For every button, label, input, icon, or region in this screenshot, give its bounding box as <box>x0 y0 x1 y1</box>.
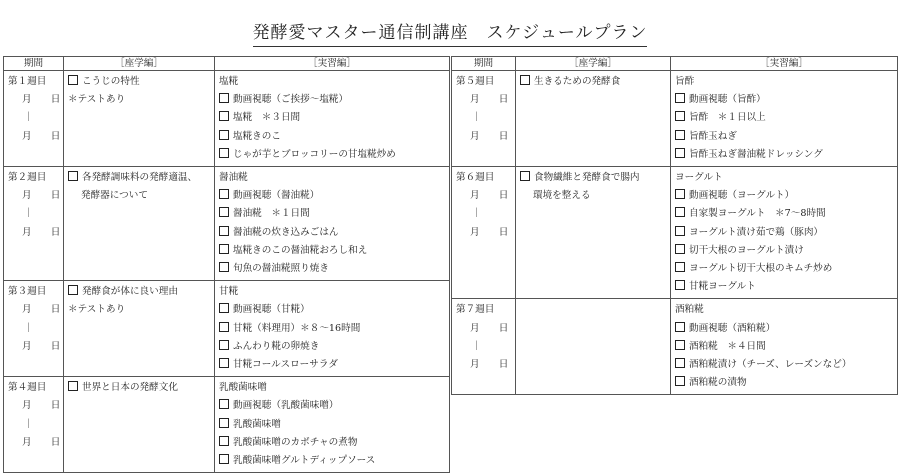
practice-cell <box>215 167 450 281</box>
practice-text: 甘糀ヨーグルト <box>689 281 756 293</box>
practice-item <box>219 169 446 187</box>
practice-text: 乳酸菌味噌のカボチャの煮物 <box>233 436 358 448</box>
date-end: 月 日 <box>470 130 509 142</box>
practice-text: 旬魚の醤油糀照り焼き <box>233 263 329 275</box>
checkbox[interactable] <box>675 376 685 386</box>
practice-text: 乳酸菌味噌グルトディップソース <box>233 455 376 467</box>
week-period <box>4 377 64 473</box>
practice-text: 動画視聴（甘糀） <box>233 304 310 316</box>
checkbox[interactable] <box>675 244 685 254</box>
date-start: 月 日 <box>22 400 61 412</box>
practice-text: 動画視聴（乳酸菌味噌） <box>233 400 339 412</box>
practice-text: 自家製ヨーグルト ＊7〜8時間 <box>689 208 826 220</box>
practice-item <box>675 146 894 164</box>
week-label: 第４週目 <box>8 382 47 394</box>
week-label: 第３週目 <box>8 286 47 298</box>
checkbox[interactable] <box>520 75 530 85</box>
theory-text: こうじの特性 <box>82 76 140 87</box>
practice-item <box>219 128 446 146</box>
checkbox[interactable] <box>675 111 685 121</box>
practice-item <box>219 224 446 242</box>
date-separator: ｜ <box>24 112 34 124</box>
checkbox[interactable] <box>219 436 229 446</box>
theory-item <box>68 91 211 109</box>
checkbox[interactable] <box>675 189 685 199</box>
checkbox[interactable] <box>219 189 229 199</box>
checkbox[interactable] <box>68 285 78 295</box>
practice-item <box>219 379 446 397</box>
practice-item <box>219 109 446 127</box>
week-label: 第６週目 <box>456 172 495 184</box>
practice-item <box>219 283 446 301</box>
header-period: 期間 <box>4 57 64 71</box>
practice-item <box>219 452 446 470</box>
checkbox[interactable] <box>219 111 229 121</box>
practice-item <box>675 224 894 242</box>
week-label: 第１週目 <box>8 76 47 87</box>
theory-cell <box>64 167 215 281</box>
date-separator: ｜ <box>472 340 482 352</box>
practice-text: 塩糀 ＊３日間 <box>233 112 301 124</box>
page-title: 発酵愛マスター通信制講座 スケジュールプラン <box>0 18 900 43</box>
theory-cell <box>516 299 671 395</box>
practice-text: ヨーグルト切干大根のキムチ炒め <box>689 263 833 275</box>
theory-cell <box>516 167 671 299</box>
practice-text: 甘糀コールスローサラダ <box>233 359 338 371</box>
practice-item <box>219 434 446 452</box>
practice-item <box>675 187 894 205</box>
practice-text: 塩糀きのこ <box>233 130 281 142</box>
header-period: 期間 <box>452 57 516 71</box>
practice-item <box>675 109 894 127</box>
practice-item <box>675 73 894 91</box>
week-period <box>4 167 64 281</box>
theory-text: ＊テストあり <box>68 304 126 316</box>
week-row <box>452 299 898 395</box>
checkbox[interactable] <box>219 340 229 350</box>
checkbox[interactable] <box>675 280 685 290</box>
date-start: 月 日 <box>470 322 509 334</box>
practice-item <box>219 320 446 338</box>
date-end: 月 日 <box>22 340 61 352</box>
practice-item <box>675 278 894 296</box>
header-theory: ［座学編］ <box>516 57 671 71</box>
practice-item <box>219 242 446 260</box>
week-period <box>4 281 64 377</box>
schedule-table-left <box>3 56 450 473</box>
practice-text: 動画視聴（酒粕糀） <box>689 322 776 334</box>
checkbox[interactable] <box>675 148 685 158</box>
theory-item <box>68 73 211 91</box>
checkbox[interactable] <box>68 381 78 391</box>
week-label: 第２週目 <box>8 172 47 184</box>
header-practice: ［実習編］ <box>671 57 898 71</box>
checkbox[interactable] <box>675 340 685 350</box>
theory-item <box>520 169 667 187</box>
practice-item <box>219 338 446 356</box>
practice-text: 酒粕糀漬け（チーズ、レーズンなど） <box>689 359 852 371</box>
theory-cell <box>516 71 671 167</box>
practice-text: 動画視聴（ヨーグルト） <box>689 190 795 202</box>
practice-cell <box>215 377 450 473</box>
practice-text: 酒粕糀 ＊４日間 <box>689 340 766 352</box>
practice-item <box>219 205 446 223</box>
practice-item <box>219 187 446 205</box>
checkbox[interactable] <box>68 171 78 181</box>
theory-item <box>68 379 211 397</box>
theory-item <box>68 283 211 301</box>
checkbox[interactable] <box>675 93 685 103</box>
practice-item <box>675 128 894 146</box>
practice-text: 動画視聴（旨酢） <box>689 94 766 106</box>
week-period <box>452 299 516 395</box>
practice-item <box>675 242 894 260</box>
theory-text: 発酵食が体に良い理由 <box>82 286 178 298</box>
practice-text: 動画視聴（醤油糀） <box>233 190 320 202</box>
week-period <box>452 167 516 299</box>
checkbox[interactable] <box>675 358 685 368</box>
date-start: 月 日 <box>22 304 61 316</box>
checkbox[interactable] <box>675 226 685 236</box>
checkbox[interactable] <box>219 93 229 103</box>
practice-item <box>219 260 446 278</box>
theory-text: 食物繊維と発酵食で腸内 <box>534 172 640 184</box>
practice-cell <box>671 71 898 167</box>
checkbox[interactable] <box>219 207 229 217</box>
practice-text: 旨酢 ＊１日以上 <box>689 112 766 124</box>
practice-text: 乳酸菌味噌 <box>233 418 281 430</box>
theory-text: 世界と日本の発酵文化 <box>82 382 178 394</box>
date-end: 月 日 <box>22 226 61 238</box>
theory-item <box>520 187 667 205</box>
theory-item <box>68 187 211 205</box>
date-end: 月 日 <box>470 359 509 371</box>
practice-item <box>219 356 446 374</box>
date-end: 月 日 <box>470 226 509 238</box>
practice-text: 旨酢 <box>675 76 695 87</box>
checkbox[interactable] <box>520 171 530 181</box>
checkbox[interactable] <box>675 207 685 217</box>
practice-text: 甘糀（料理用）＊８〜16時間 <box>233 322 361 334</box>
practice-cell <box>671 299 898 395</box>
theory-text: 環境を整える <box>533 190 591 202</box>
theory-text: 各発酵調味料の発酵適温、 <box>82 172 198 184</box>
checkbox[interactable] <box>219 148 229 158</box>
practice-text: ヨーグルト漬け茹で鶏（豚肉） <box>689 226 824 238</box>
checkbox[interactable] <box>219 322 229 332</box>
date-separator: ｜ <box>472 112 482 124</box>
header-theory: ［座学編］ <box>64 57 215 71</box>
header-practice: ［実習編］ <box>215 57 450 71</box>
date-start: 月 日 <box>22 94 61 106</box>
theory-item <box>68 169 211 187</box>
practice-text: 旨酢玉ねぎ醤油糀ドレッシング <box>689 148 823 160</box>
date-separator: ｜ <box>472 208 482 220</box>
practice-item <box>219 301 446 319</box>
week-row <box>4 281 450 377</box>
checkbox[interactable] <box>68 75 78 85</box>
checkbox[interactable] <box>219 358 229 368</box>
practice-item <box>675 301 894 319</box>
theory-cell <box>64 71 215 167</box>
practice-text: 乳酸菌味噌 <box>219 382 267 394</box>
practice-text: 旨酢玉ねぎ <box>689 130 737 142</box>
practice-text: じゃが芋とブロッコリーの甘塩糀炒め <box>233 148 396 160</box>
week-row <box>452 71 898 167</box>
theory-text: ＊テストあり <box>68 94 126 106</box>
practice-text: 切干大根のヨーグルト漬け <box>689 244 804 256</box>
date-separator: ｜ <box>24 208 34 220</box>
practice-text: 醤油糀 <box>219 172 248 184</box>
practice-cell <box>215 281 450 377</box>
practice-item <box>675 320 894 338</box>
week-row <box>4 167 450 281</box>
week-row <box>4 71 450 167</box>
practice-text: 塩糀きのこの醤油糀おろし和え <box>233 244 368 256</box>
checkbox[interactable] <box>219 303 229 313</box>
theory-cell <box>64 377 215 473</box>
practice-item <box>675 205 894 223</box>
date-start: 月 日 <box>22 190 61 202</box>
practice-text: 醤油糀 ＊１日間 <box>233 208 310 220</box>
practice-item <box>675 338 894 356</box>
practice-item <box>219 146 446 164</box>
date-start: 月 日 <box>470 190 509 202</box>
practice-item <box>675 169 894 187</box>
schedule-table-right <box>451 56 898 395</box>
practice-text: 酒粕糀 <box>675 304 704 316</box>
checkbox[interactable] <box>675 262 685 272</box>
theory-text: 生きるための発酵食 <box>534 76 621 87</box>
checkbox[interactable] <box>219 244 229 254</box>
theory-text: 発酵器について <box>81 190 148 202</box>
checkbox[interactable] <box>219 226 229 236</box>
practice-cell <box>671 167 898 299</box>
date-end: 月 日 <box>22 436 61 448</box>
week-label: 第５週目 <box>456 76 495 87</box>
practice-item <box>219 91 446 109</box>
practice-text: ふんわり糀の卵焼き <box>233 340 320 352</box>
practice-item <box>675 374 894 392</box>
date-separator: ｜ <box>24 322 34 334</box>
week-period <box>452 71 516 167</box>
practice-text: 醤油糀の炊き込みごはん <box>233 226 339 238</box>
practice-text: 酒粕糀の漬物 <box>689 377 747 389</box>
practice-item <box>219 416 446 434</box>
checkbox[interactable] <box>219 262 229 272</box>
practice-cell <box>215 71 450 167</box>
week-row <box>4 377 450 473</box>
practice-text: ヨーグルト <box>675 172 723 184</box>
date-separator: ｜ <box>24 418 34 430</box>
theory-item <box>520 73 667 91</box>
date-start: 月 日 <box>470 94 509 106</box>
checkbox[interactable] <box>675 130 685 140</box>
practice-text: 動画視聴（ご挨拶〜塩糀） <box>233 94 349 106</box>
week-label: 第７週目 <box>456 304 495 316</box>
practice-item <box>675 91 894 109</box>
theory-cell <box>64 281 215 377</box>
checkbox[interactable] <box>219 418 229 428</box>
checkbox[interactable] <box>219 454 229 464</box>
checkbox[interactable] <box>675 322 685 332</box>
checkbox[interactable] <box>219 130 229 140</box>
practice-text: 塩糀 <box>219 76 239 87</box>
practice-item <box>219 397 446 415</box>
week-period <box>4 71 64 167</box>
checkbox[interactable] <box>219 399 229 409</box>
theory-item <box>68 301 211 319</box>
week-row <box>452 167 898 299</box>
practice-item <box>675 356 894 374</box>
date-end: 月 日 <box>22 130 61 142</box>
practice-text: 甘糀 <box>219 286 239 298</box>
practice-item <box>675 260 894 278</box>
practice-item <box>219 73 446 91</box>
